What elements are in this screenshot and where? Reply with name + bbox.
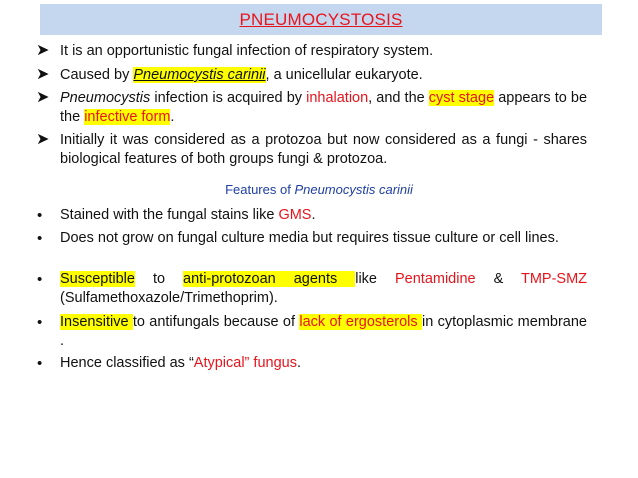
arrow-bullet-icon: ➤ — [36, 42, 50, 59]
item-text: It is an opportunistic fungal infection of respiratory system. — [60, 43, 434, 59]
item-text: Hence classified as “Atypical” fungus. — [60, 355, 301, 371]
item-text: Susceptible to anti-protozoan agents like Pentamidine & TMP-SMZ (Sulfamethoxazole/Trimethoprim). — [60, 271, 588, 306]
organism-name: Pneumocystis carinii — [133, 67, 266, 83]
bullet-icon: • — [37, 271, 43, 288]
arrow-bullet-icon: ➤ — [36, 89, 50, 106]
item-text: Pneumocystis infection is acquired by inhalation, and the cyst stage appears to be the infective form. — [60, 90, 588, 125]
bullet-icon: • — [37, 355, 43, 372]
features-heading: Features of Pneumocystis carinii — [225, 182, 413, 197]
bullet-icon: • — [37, 314, 43, 331]
item-text: Stained with the fungal stains like GMS. — [60, 207, 316, 223]
title-bar — [40, 4, 602, 35]
arrow-bullet-icon: ➤ — [36, 131, 50, 148]
item-text: Insensitive to antifungals because of lack of ergosterols in cytoplasmic membrane . — [60, 314, 587, 349]
item-text: Initially it was considered as a protozoa but now considered as a fungi - shares biological features of both groups fungi & protozoa. — [60, 132, 587, 167]
bullet-icon: • — [37, 207, 43, 224]
item-text: Does not grow on fungal culture media but requires tissue culture or cell lines. — [60, 230, 559, 246]
item-text: Caused by Pneumocystis carinii, a unicellular eukaryote. — [60, 67, 423, 83]
slide-title: PNEUMOCYSTOSIS — [239, 9, 403, 29]
bullet-icon: • — [37, 230, 43, 247]
arrow-bullet-icon: ➤ — [36, 66, 50, 83]
